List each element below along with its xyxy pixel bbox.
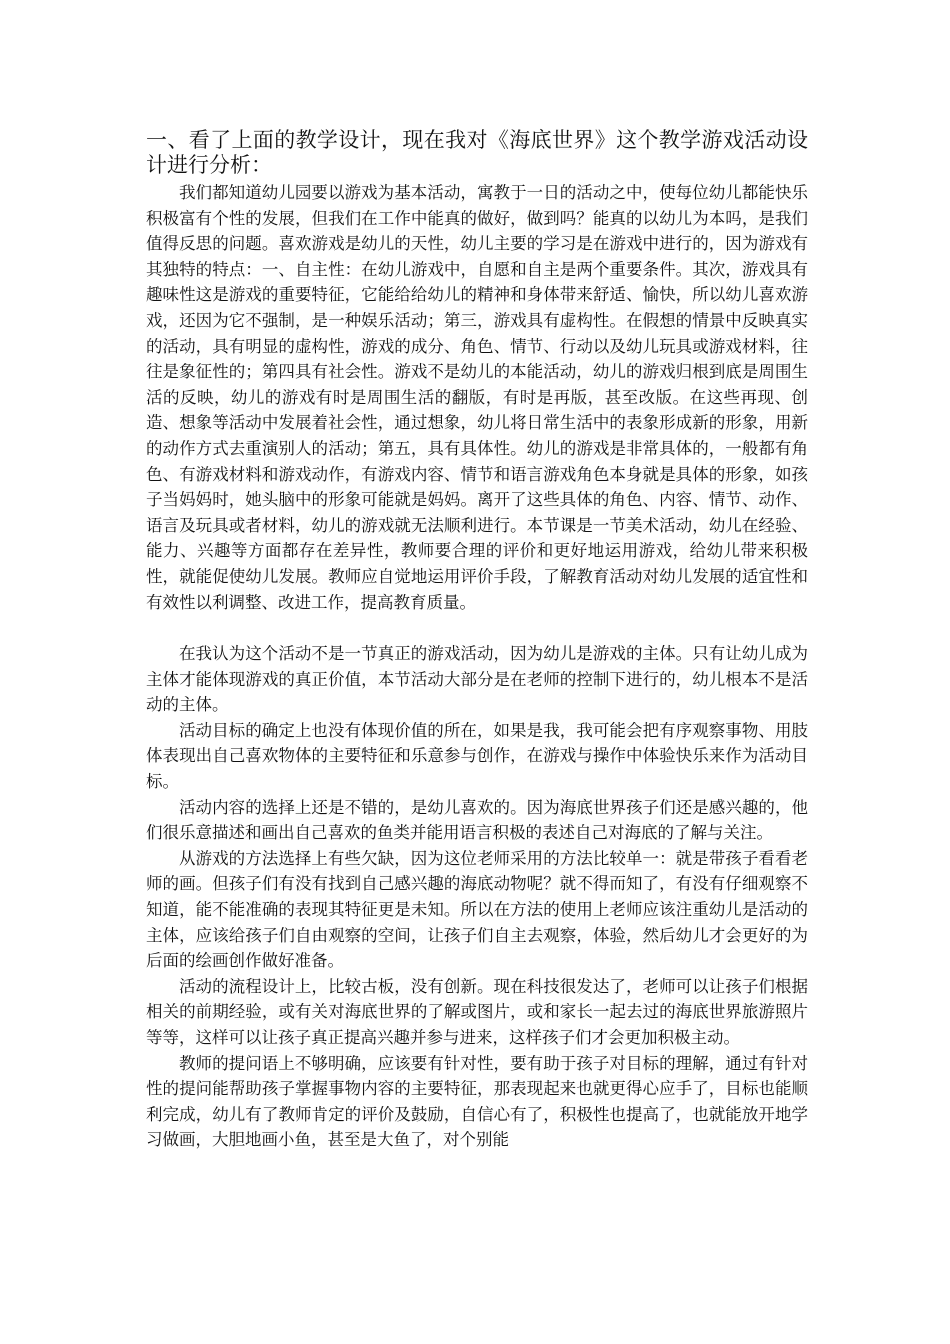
document-page xyxy=(146,128,808,1153)
paragraph-content: 活动内容的选择上还是不错的，是幼儿喜欢的。因为海底世界孩子们还是感兴趣的，他们很乐意描述和画出自己喜欢的鱼类并能用语言积极的表述自己对海底的了解与关注。 xyxy=(146,797,808,843)
paragraph-method: 从游戏的方法选择上有些欠缺，因为这位老师采用的方法比较单一：就是带孩子看看老师的画。但孩子们有没有找到自己感兴趣的海底动物呢？就不得而知了，有没有仔细观察不知道，能不能准确的表现其特征更是未知。所以在方法的使用上老师应该注重幼儿是活动的主体，应该给孩子们自由观察的空间，让孩子们自主去观察，体验，然后幼儿才会更好的为后面的绘画创作做好准备。 xyxy=(146,848,808,971)
paragraph-flow: 活动的流程设计上，比较古板，没有创新。现在科技很发达了，老师可以让孩子们根据相关的前期经验，或有关对海底世界的了解或图片，或和家长一起去过的海底世界旅游照片等等，这样可以让孩子真正提高兴趣并参与进来，这样孩子们才会更加积极主动。 xyxy=(146,976,808,1047)
paragraph-questioning: 教师的提问语上不够明确，应该要有针对性，要有助于孩子对目标的理解，通过有针对性的提问能帮助孩子掌握事物内容的主要特征，那表现起来也就更得心应手了，目标也能顺利完成，幼儿有了教师肯定的评价及鼓励，自信心有了，积极性也提高了，也就能放开地学习做画，大胆地画小鱼，甚至是大鱼了，对个别能 xyxy=(146,1053,808,1150)
paragraph-game-characteristics: 我们都知道幼儿园要以游戏为基本活动，寓教于一日的活动之中，使每位幼儿都能快乐积极富有个性的发展，但我们在工作中能真的做好，做到吗？能真的以幼儿为本吗，是我们值得反思的问题。喜欢游戏是幼儿的天性，幼儿主要的学习是在游戏中进行的，因为游戏有其独特的特点：一、自主性：在幼儿游戏中，自愿和自主是两个重要条件。其次，游戏具有趣味性这是游戏的重要特征，它能给给幼儿的精神和身体带来舒适、愉快，所以幼儿喜欢游戏，还因为它不强制，是一种娱乐活动；第三，游戏具有虚构性。在假想的情景中反映真实的活动，具有明显的虚构性，游戏的成分、角色、情节、行动以及幼儿玩具或游戏材料，往往是象征性的；第四具有社会性。游戏不是幼儿的本能活动，幼儿的游戏归根到底是周围生活的反映，幼儿的游戏有时是周围生活的翻版，有时是再版，甚至改版。在这些再现、创造、想象等活动中发展着社会性，通过想象，幼儿将日常生活中的表象形成新的形象，用新的动作方式去重演别人的活动；第五，具有具体性。幼儿的游戏是非常具体的，一般都有角色、有游戏材料和游戏动作，有游戏内容、情节和语言游戏角色本身就是具体的形象，如孩子当妈妈时，她头脑中的形象可能就是妈妈。离开了这些具体的角色、内容、情节、动作、语言及玩具或者材料，幼儿的游戏就无法顺利进行。本节课是一节美术活动，幼儿在经验、能力、兴趣等方面都存在差异性，教师要合理的评价和更好地运用游戏，给幼儿带来积极性，就能促使幼儿发展。教师应自觉地运用评价手段，了解教育活动对幼儿发展的适宜性和有效性以利调整、改进工作，提高教育质量。 xyxy=(146,183,808,612)
paragraph-subject: 在我认为这个活动不是一节真正的游戏活动，因为幼儿是游戏的主体。只有让幼儿成为主体才能体现游戏的真正价值，本节活动大部分是在老师的控制下进行的，幼儿根本不是活动的主体。 xyxy=(146,644,808,715)
section-heading: 一、看了上面的教学设计，现在我对《海底世界》这个教学游戏活动设计进行分析： xyxy=(146,128,808,177)
paragraph-goals: 活动目标的确定上也没有体现价值的所在，如果是我，我可能会把有序观察事物、用肢体表现出自己喜欢物体的主要特征和乐意参与创作，在游戏与操作中体验快乐来作为活动目标。 xyxy=(146,720,808,792)
paragraph-gap xyxy=(146,615,808,641)
